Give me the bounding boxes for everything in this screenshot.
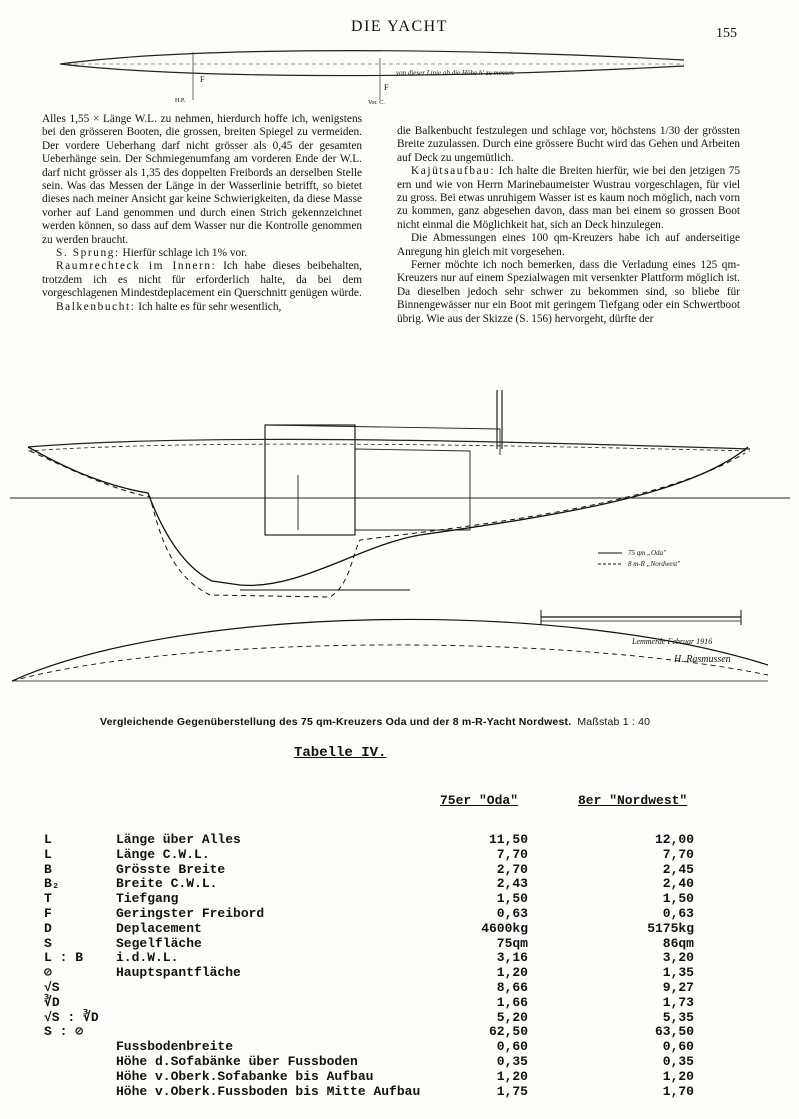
row-symbol: S: [44, 935, 52, 951]
value-oda: 2,43: [496, 876, 528, 892]
row-label: Länge C.W.L.: [116, 846, 210, 862]
value-oda: 0,63: [496, 906, 528, 921]
table-title: Tabelle IV.: [294, 745, 387, 761]
value-nordwest: 9,27: [662, 980, 694, 995]
value-oda: 4600kg: [481, 920, 528, 936]
row-symbol: √S : ∛D: [44, 1009, 99, 1025]
value-nordwest: 5,35: [662, 1009, 694, 1025]
left-paragraph-1: Alles 1,55 × Länge W.L. zu nehmen, hierdurch hoffe ich, wenigstens bei den grösseren Booten, die grossen, breiten Spiegel zu vermeiden. Der vordere Ueberhang darf nicht grösser als 0,45 der gesamten Ueberhänge sein. Der Schmiegenumfang am vorderen Ende der W.L. darf nicht grösser als 1,35 des doppelten Freibords an derselben Stelle sein. Was das Messen der Länge in der Wasserlinie betrifft, so bietet dieses nach meiner Ansicht gar keine Schwierigkeiten, da diese Masse vorher auf Land genommen und durch einen Strich gekennzeichnet werden können, so dass auf dem Wasser nur die Kontrolle genommen zu werden braucht.: [42, 113, 362, 246]
value-oda: 1,50: [496, 891, 528, 907]
row-label: Tiefgang: [116, 891, 179, 907]
value-nordwest: 1,50: [662, 891, 694, 907]
value-nordwest: 1,70: [662, 1083, 694, 1099]
row-label: i.d.W.L.: [116, 950, 179, 966]
svg-text:Vor. C.: Vor. C.: [368, 100, 385, 106]
value-oda: 5,20: [496, 1009, 528, 1025]
row-label: Hauptspantfläche: [116, 965, 241, 981]
value-oda: 62,50: [488, 1024, 528, 1040]
table-row: [0, 1069, 799, 1084]
table-row: [0, 950, 799, 965]
value-nordwest: 0,63: [662, 906, 694, 921]
deck-plan-drawing: [0, 0, 799, 110]
row-label: Höhe v.Oberk.Fussboden bis Mitte Aufbau: [116, 1083, 421, 1099]
table-row: [0, 1054, 799, 1069]
table-row: [0, 995, 799, 1010]
running-title: DIE YACHT: [351, 18, 448, 35]
row-symbol: B₂: [44, 876, 60, 892]
table-row: [0, 980, 799, 995]
signature-name: H. Rasmussen: [674, 654, 731, 665]
row-symbol: D: [44, 920, 52, 936]
row-symbol: L: [44, 846, 52, 862]
figure-caption: Vergleichende Gegenüberstellung des 75 qm-Kreuzers Oda und der 8 m-R-Yacht Nordwest. Maßstab 1 : 40: [100, 716, 651, 728]
value-nordwest: 2,40: [662, 876, 694, 892]
table-row: [0, 906, 799, 921]
row-label: Geringster Freibord: [116, 906, 265, 921]
row-label: Grösste Breite: [116, 861, 226, 877]
column-header-nordwest: 8er "Nordwest": [578, 793, 688, 808]
table-row: [0, 921, 799, 936]
value-oda: 2,70: [496, 861, 528, 877]
value-nordwest: 2,45: [662, 861, 694, 877]
page-number: 155: [716, 26, 737, 41]
value-oda: 0,35: [496, 1054, 528, 1069]
value-nordwest: 3,20: [662, 950, 694, 966]
table-row: [0, 862, 799, 877]
value-nordwest: 1,35: [662, 965, 694, 981]
value-oda: 1,75: [496, 1083, 528, 1099]
value-oda: 1,66: [496, 994, 528, 1010]
row-label: Länge über Alles: [116, 832, 241, 847]
svg-text:F: F: [200, 75, 205, 84]
value-nordwest: 5175kg: [647, 920, 694, 936]
right-paragraph-1: die Balkenbucht festzulegen und schlage vor, höchstens 1/30 der grössten Breite zuzulassen. Durch eine grössere Bucht wird das Gehen und Arbeiten auf Deck zu ungemütlich.: [397, 125, 740, 164]
legend-nordwest: 8 m-R „Nordwest": [628, 560, 681, 568]
row-symbol: L : B: [44, 950, 84, 966]
row-symbol: √S: [44, 980, 60, 995]
value-oda: 3,16: [496, 950, 528, 966]
value-oda: 1,20: [496, 1068, 528, 1084]
left-paragraph-3: Raumrechteck im Innern: Ich habe dieses beibehalten, trotzdem ich es nicht für erforderlich halte, da bei dem vorgeschlagenen Mindestdeplacement ein Querschnitt genügen würde.: [42, 260, 363, 300]
value-oda: 7,70: [496, 846, 528, 862]
row-label: Fussbodenbreite: [116, 1039, 234, 1055]
row-symbol: B: [44, 861, 52, 877]
legend-oda: 75 qm „Oda": [628, 549, 666, 557]
deck-plan-annotation: von dieser Linie ab die Höhe h' zu messen: [396, 69, 514, 77]
left-paragraph-4: Balkenbucht: Ich halte es für sehr wesentlich,: [56, 300, 282, 313]
value-oda: 75qm: [496, 935, 528, 951]
value-nordwest: 86qm: [662, 935, 694, 951]
row-label: Höhe v.Oberk.Sofabanke bis Aufbau: [116, 1068, 374, 1084]
row-symbol: T: [44, 891, 52, 907]
signature-date: Lemmerde Februar 1916: [632, 637, 713, 646]
value-oda: 0,60: [496, 1039, 528, 1055]
right-text-column: [397, 125, 740, 326]
right-paragraph-4: Ferner möchte ich noch bemerken, dass die Verladung eines 125 qm-Kreuzers nur auf einem Spezialwagen mit versenkter Plattform möglich ist. Da dieselben jedoch sehr schwer zu bekommen sind, so bliebe für Binnengewässer nur ein Boot mit geringem Tiefgang oder ein Schwertboot übrig. Wie aus der Skizze (S. 156) hervorgeht, dürfte der: [397, 259, 740, 325]
table-row: [0, 965, 799, 980]
table-row: [0, 832, 799, 847]
row-symbol: L: [44, 832, 52, 847]
table-row: [0, 1084, 799, 1099]
table-row: [0, 1024, 799, 1039]
row-symbol: F: [44, 906, 52, 921]
value-nordwest: 7,70: [662, 846, 694, 862]
row-symbol: S : ⊘: [44, 1024, 84, 1040]
row-symbol: ∛D: [44, 994, 60, 1010]
value-nordwest: 0,60: [662, 1039, 694, 1055]
svg-text:F: F: [384, 83, 389, 92]
row-label: Segelfläche: [116, 935, 202, 951]
left-text-column: [42, 113, 362, 314]
right-paragraph-2: Kajütsaufbau: Ich halte die Breiten hierfür, wie bei den jetzigen 75 ern und wie von Herrn Marinebaumeister Wustrau vorgeschlagen, für viel zu gross. Bei etwas unruhigem Wasser ist es kaum noch möglich, nach vorn zu kommen, ganz abgesehen davon, dass man bei einem so grossen Boot nicht einmal die Möglichkeit hat, sich an Deck hinzulegen.: [397, 165, 740, 231]
value-nordwest: 0,35: [662, 1054, 694, 1069]
value-nordwest: 12,00: [654, 832, 694, 847]
value-oda: 11,50: [488, 832, 528, 847]
left-paragraph-2: S. Sprung: Hierfür schlage ich 1% vor.: [56, 247, 248, 260]
svg-text:H.P.: H.P.: [175, 98, 186, 104]
row-label: Deplacement: [116, 920, 202, 936]
table-row: [0, 936, 799, 951]
value-oda: 1,20: [496, 965, 528, 981]
table-row: [0, 1039, 799, 1054]
row-label: Höhe d.Sofabänke über Fussboden: [116, 1054, 358, 1069]
row-symbol: ⊘: [44, 965, 52, 981]
table-row: [0, 876, 799, 891]
table-row: [0, 847, 799, 862]
value-nordwest: 63,50: [654, 1024, 694, 1040]
row-label: Breite C.W.L.: [116, 876, 218, 892]
value-oda: 8,66: [496, 980, 528, 995]
right-paragraph-3: Die Abmessungen eines 100 qm-Kreuzers habe ich auf anderseitige Anregung hin gleich mit vorgesehen.: [397, 232, 740, 258]
table-row: [0, 1010, 799, 1025]
value-nordwest: 1,73: [662, 994, 694, 1010]
hull-comparison-drawing: [0, 385, 799, 715]
value-nordwest: 1,20: [662, 1068, 694, 1084]
table-row: [0, 891, 799, 906]
column-header-oda: 75er "Oda": [440, 793, 519, 808]
